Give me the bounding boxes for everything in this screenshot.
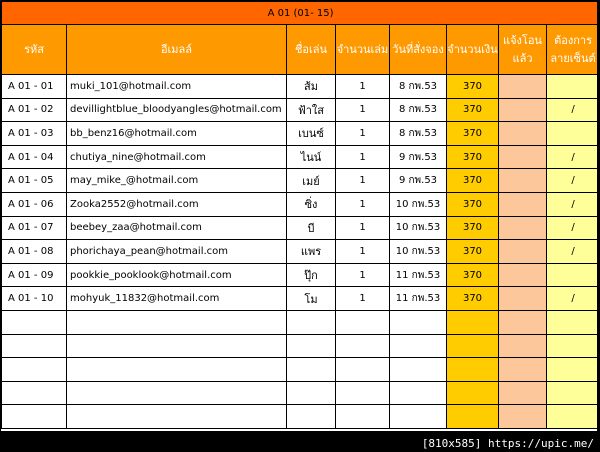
cell-signature	[547, 122, 599, 146]
cell-email: mohyuk_11832@hotmail.com	[67, 287, 287, 311]
cell-signature: /	[547, 216, 599, 240]
cell-signature: /	[547, 192, 599, 216]
cell-order-date: 10 กพ.53	[390, 240, 447, 264]
cell-notified	[499, 75, 547, 99]
cell-order-date	[390, 358, 447, 382]
cell-quantity	[336, 405, 390, 429]
header-signature-line1: ต้องการ	[554, 33, 592, 47]
cell-code: A 01 - 03	[2, 122, 67, 146]
cell-quantity: 1	[336, 287, 390, 311]
table-row	[2, 98, 599, 122]
cell-quantity: 1	[336, 216, 390, 240]
cell-nickname: โม	[287, 287, 336, 311]
cell-email: beebey_zaa@hotmail.com	[67, 216, 287, 240]
cell-notified	[499, 216, 547, 240]
cell-order-date: 9 กพ.53	[390, 145, 447, 169]
cell-nickname: เมย์	[287, 169, 336, 193]
cell-quantity	[336, 381, 390, 405]
cell-notified	[499, 169, 547, 193]
cell-amount: 370	[447, 122, 499, 146]
cell-notified	[499, 334, 547, 358]
header-notified	[499, 25, 547, 75]
table-row	[2, 287, 599, 311]
table-row	[2, 145, 599, 169]
cell-nickname	[287, 334, 336, 358]
header-notified-line1: แจ้งโอน	[503, 33, 542, 47]
header-email: อีเมลล์	[67, 25, 287, 75]
cell-signature: /	[547, 287, 599, 311]
cell-quantity	[336, 334, 390, 358]
cell-email	[67, 310, 287, 334]
header-nickname: ชื่อเล่น	[287, 25, 336, 75]
cell-code	[2, 405, 67, 429]
cell-amount: 370	[447, 98, 499, 122]
cell-order-date	[390, 405, 447, 429]
table-row	[2, 216, 599, 240]
cell-notified	[499, 381, 547, 405]
cell-nickname: ไนน์	[287, 145, 336, 169]
cell-code: A 01 - 04	[2, 145, 67, 169]
cell-email	[67, 381, 287, 405]
cell-nickname: ปุ๊ก	[287, 263, 336, 287]
table-row	[2, 192, 599, 216]
cell-email: Zooka2552@hotmail.com	[67, 192, 287, 216]
cell-quantity: 1	[336, 145, 390, 169]
header-code: รหัส	[2, 25, 67, 75]
cell-code: A 01 - 06	[2, 192, 67, 216]
header-quantity: จำนวนเล่ม	[336, 25, 390, 75]
cell-code: A 01 - 05	[2, 169, 67, 193]
cell-notified	[499, 240, 547, 264]
cell-order-date: 11 กพ.53	[390, 263, 447, 287]
cell-email: muki_101@hotmail.com	[67, 75, 287, 99]
cell-email	[67, 334, 287, 358]
cell-signature	[547, 263, 599, 287]
table-row	[2, 358, 599, 382]
cell-nickname: ส้ม	[287, 75, 336, 99]
cell-nickname	[287, 310, 336, 334]
cell-code	[2, 334, 67, 358]
cell-signature: /	[547, 169, 599, 193]
cell-notified	[499, 287, 547, 311]
cell-email: bb_benz16@hotmail.com	[67, 122, 287, 146]
cell-notified	[499, 263, 547, 287]
cell-amount: 370	[447, 75, 499, 99]
table-row	[2, 169, 599, 193]
cell-quantity: 1	[336, 98, 390, 122]
table-title: A 01 (01- 15)	[2, 2, 599, 25]
cell-email: devillightblue_bloodyangles@hotmail.com	[67, 98, 287, 122]
cell-notified	[499, 192, 547, 216]
table-row	[2, 122, 599, 146]
cell-signature	[547, 405, 599, 429]
cell-nickname: ฟ้าใส	[287, 98, 336, 122]
cell-nickname: ซิ่ง	[287, 192, 336, 216]
cell-amount: 370	[447, 216, 499, 240]
cell-email	[67, 405, 287, 429]
cell-order-date: 11 กพ.53	[390, 287, 447, 311]
cell-code	[2, 381, 67, 405]
cell-email	[67, 358, 287, 382]
cell-quantity: 1	[336, 192, 390, 216]
cell-amount: 370	[447, 287, 499, 311]
cell-signature: /	[547, 98, 599, 122]
cell-quantity	[336, 310, 390, 334]
cell-quantity: 1	[336, 122, 390, 146]
cell-nickname	[287, 381, 336, 405]
cell-order-date	[390, 381, 447, 405]
cell-email: may_mike_@hotmail.com	[67, 169, 287, 193]
header-signature	[547, 25, 599, 75]
cell-notified	[499, 145, 547, 169]
cell-notified	[499, 122, 547, 146]
cell-quantity: 1	[336, 263, 390, 287]
cell-order-date	[390, 310, 447, 334]
cell-amount	[447, 381, 499, 405]
cell-signature	[547, 334, 599, 358]
cell-nickname	[287, 358, 336, 382]
cell-signature	[547, 358, 599, 382]
cell-email: pookkie_pooklook@hotmail.com	[67, 263, 287, 287]
cell-amount: 370	[447, 145, 499, 169]
cell-notified	[499, 310, 547, 334]
cell-code: A 01 - 10	[2, 287, 67, 311]
cell-amount	[447, 358, 499, 382]
cell-nickname	[287, 405, 336, 429]
cell-nickname: เบนซ์	[287, 122, 336, 146]
cell-order-date: 10 กพ.53	[390, 216, 447, 240]
table-row	[2, 334, 599, 358]
cell-amount	[447, 334, 499, 358]
cell-quantity	[336, 358, 390, 382]
table-row	[2, 263, 599, 287]
cell-amount: 370	[447, 263, 499, 287]
cell-signature	[547, 381, 599, 405]
reservation-table	[1, 1, 598, 429]
cell-notified	[499, 98, 547, 122]
cell-amount: 370	[447, 240, 499, 264]
cell-order-date: 8 กพ.53	[390, 75, 447, 99]
header-amount: จำนวนเงิน	[447, 25, 499, 75]
cell-code	[2, 358, 67, 382]
cell-code: A 01 - 09	[2, 263, 67, 287]
cell-signature: /	[547, 145, 599, 169]
cell-order-date: 9 กพ.53	[390, 169, 447, 193]
image-host-watermark: [810x585] https://upic.me/	[421, 437, 594, 450]
cell-quantity: 1	[336, 240, 390, 264]
table-row	[2, 75, 599, 99]
cell-amount: 370	[447, 192, 499, 216]
cell-notified	[499, 405, 547, 429]
cell-code	[2, 310, 67, 334]
cell-signature	[547, 310, 599, 334]
table-row	[2, 240, 599, 264]
table-row	[2, 310, 599, 334]
cell-code: A 01 - 08	[2, 240, 67, 264]
table-row	[2, 405, 599, 429]
cell-order-date	[390, 334, 447, 358]
cell-signature	[547, 75, 599, 99]
cell-nickname: แพร	[287, 240, 336, 264]
header-row	[2, 25, 599, 75]
cell-amount	[447, 405, 499, 429]
cell-nickname: บี	[287, 216, 336, 240]
cell-order-date: 10 กพ.53	[390, 192, 447, 216]
cell-order-date: 8 กพ.53	[390, 122, 447, 146]
cell-amount: 370	[447, 169, 499, 193]
cell-quantity: 1	[336, 169, 390, 193]
cell-quantity: 1	[336, 75, 390, 99]
cell-notified	[499, 358, 547, 382]
cell-amount	[447, 310, 499, 334]
cell-code: A 01 - 01	[2, 75, 67, 99]
cell-email: chutiya_nine@hotmail.com	[67, 145, 287, 169]
table-row	[2, 381, 599, 405]
header-signature-line2: ลายเซ็นต์	[550, 51, 596, 65]
header-order-date: วันที่สั่งจอง	[390, 25, 447, 75]
cell-signature: /	[547, 240, 599, 264]
cell-order-date: 8 กพ.53	[390, 98, 447, 122]
title-banner	[2, 2, 599, 25]
cell-code: A 01 - 07	[2, 216, 67, 240]
cell-email: phorichaya_pean@hotmail.com	[67, 240, 287, 264]
header-notified-line2: แล้ว	[512, 51, 533, 65]
cell-code: A 01 - 02	[2, 98, 67, 122]
